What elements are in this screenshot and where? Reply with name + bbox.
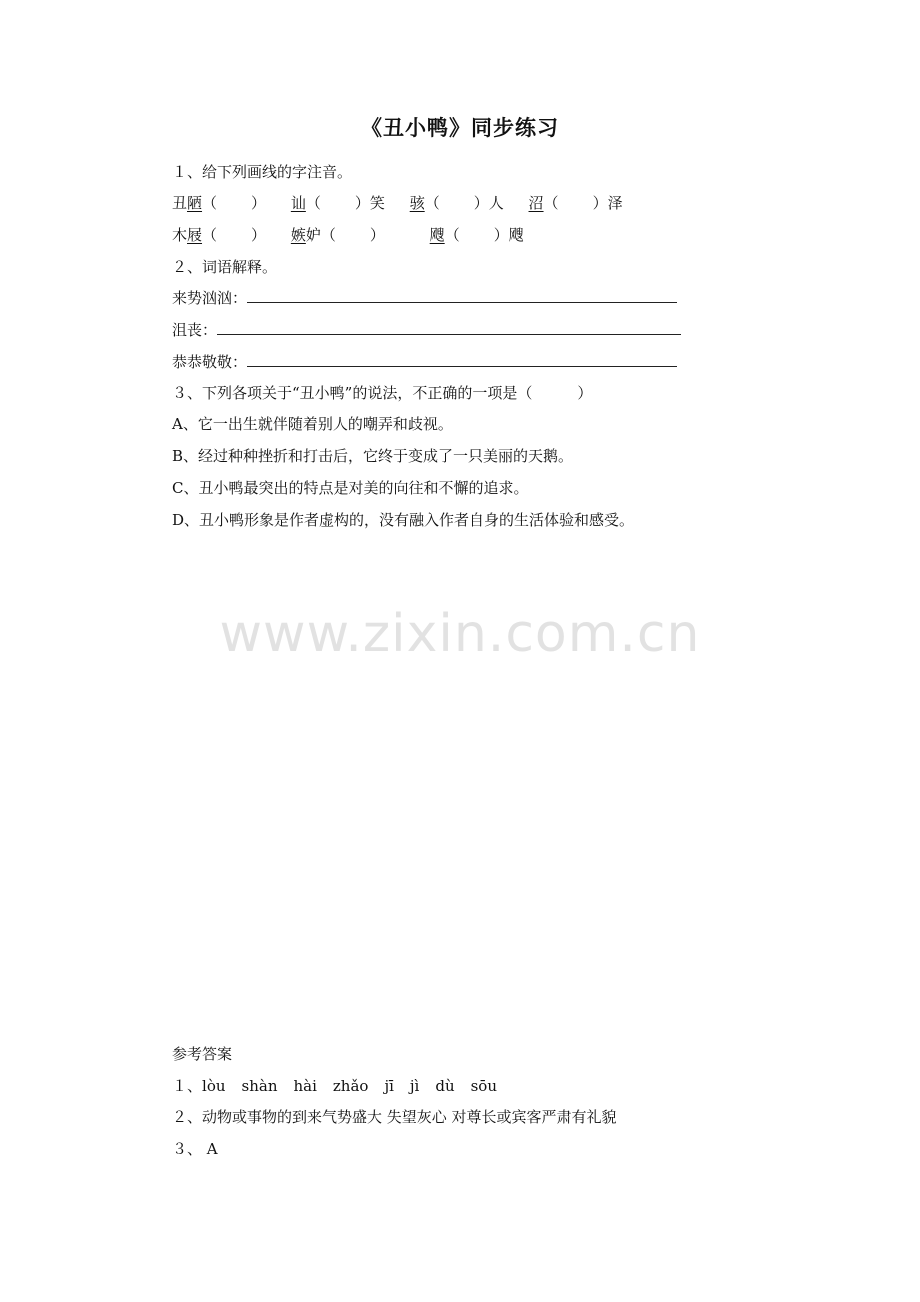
q3-option-a: A、它一出生就伴随着别人的嘲弄和歧视。 xyxy=(172,415,453,433)
answer-line xyxy=(247,288,677,303)
q1-item: 沼（ ）泽 xyxy=(528,194,623,212)
answer-1: １、lòu shàn hài zhǎo jī jì dù sōu xyxy=(172,1077,497,1095)
q1-item: 丑陋（ ） xyxy=(172,194,267,212)
answer-3: ３、 A xyxy=(172,1140,218,1158)
q3-option-c: C、丑小鸭最突出的特点是对美的向往和不懈的追求。 xyxy=(172,479,529,497)
q2-item-2: 沮丧： xyxy=(172,320,681,340)
q1-item: 飕（ ）飕 xyxy=(429,226,524,244)
answer-line xyxy=(217,320,681,335)
q2-item-3: 恭恭敬敬： xyxy=(172,352,677,372)
q1-item: 嫉妒（ ） xyxy=(290,226,385,244)
q3-option-d: D、丑小鸭形象是作者虚构的，没有融入作者自身的生活体验和感受。 xyxy=(172,511,635,529)
q1-row-2 xyxy=(172,225,524,245)
q1-heading: １、给下列画线的字注音。 xyxy=(172,163,353,181)
q3-heading: ３、下列各项关于“丑小鸭”的说法，不正确的一项是（ ） xyxy=(172,384,593,402)
page-title: 《丑小鸭》同步练习 xyxy=(361,115,559,140)
q3-option-b: B、经过种种挫折和打击后，它终于变成了一只美丽的天鹅。 xyxy=(172,447,574,465)
q2-heading: ２、词语解释。 xyxy=(172,258,278,276)
q1-item: 木屐（ ） xyxy=(172,226,267,244)
watermark: www.zixin.com.cn xyxy=(219,604,701,664)
answer-2: ２、动物或事物的到来气势盛大 失望灰心 对尊长或宾客严肃有礼貌 xyxy=(172,1108,617,1126)
q2-item-1: 来势汹汹： xyxy=(172,288,677,308)
q1-item: 骇（ ）人 xyxy=(409,194,504,212)
q1-item: 讪（ ）笑 xyxy=(290,194,385,212)
q1-row-1 xyxy=(172,193,623,213)
answer-line xyxy=(247,352,677,367)
answers-heading: 参考答案 xyxy=(172,1045,233,1063)
